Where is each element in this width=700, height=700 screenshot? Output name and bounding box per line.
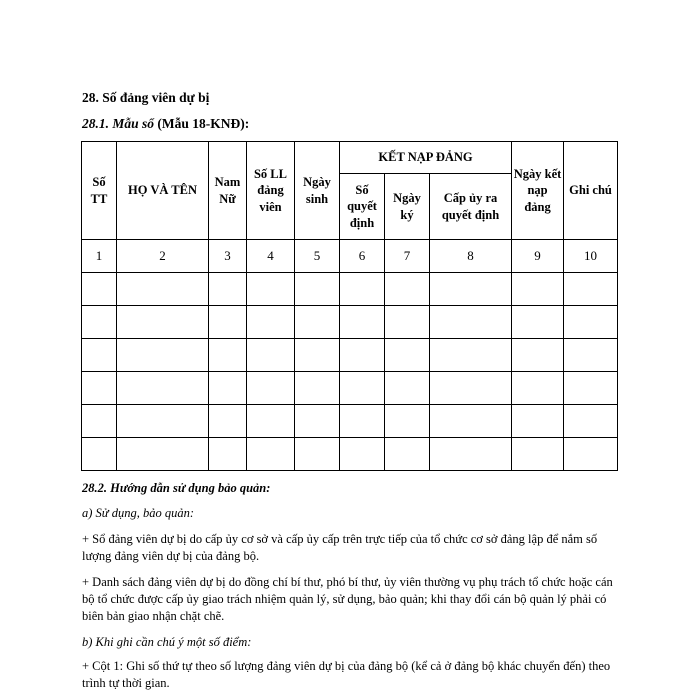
table-cell bbox=[82, 339, 117, 372]
notes-paragraph: + Cột 1: Ghi số thứ tự theo số lượng đảng viên dự bị của đảng bộ (kể cả ở đảng bộ khác chuyển đến) theo trình tự thời gian. bbox=[82, 659, 611, 690]
header-admission-date: Ngày kết nạp đảng bbox=[512, 142, 564, 240]
table-row bbox=[82, 438, 618, 471]
header-name: HỌ VÀ TÊN bbox=[117, 142, 209, 240]
table-cell bbox=[117, 306, 209, 339]
table-cell bbox=[512, 306, 564, 339]
table-cell bbox=[209, 273, 247, 306]
empty-rows bbox=[82, 273, 618, 471]
table-cell bbox=[209, 438, 247, 471]
table-cell bbox=[430, 438, 512, 471]
table-cell bbox=[385, 306, 430, 339]
table-row bbox=[82, 306, 618, 339]
header-admission-group: KẾT NẠP ĐẢNG bbox=[340, 142, 512, 174]
column-number: 5 bbox=[295, 240, 340, 273]
table-row bbox=[82, 405, 618, 438]
table-cell bbox=[512, 273, 564, 306]
usage-title: a) Sử dụng, bảo quản: bbox=[82, 506, 195, 520]
table-cell bbox=[512, 339, 564, 372]
header-row-1 bbox=[82, 142, 618, 174]
table-cell bbox=[340, 405, 385, 438]
usage-paragraph: + Danh sách đảng viên dự bị do đồng chí bí thư, phó bí thư, ủy viên thường vụ phụ trách tổ chức hoặc cán bộ tổ chức được cấp ủy giao trách nhiệm quản lý, sử dụng, bảo quản; khi thay đổi cán bộ quản lý phải có biên bản giao nhận chặt chẽ. bbox=[82, 575, 613, 623]
column-number: 1 bbox=[82, 240, 117, 273]
table-cell bbox=[247, 438, 295, 471]
header-issuer: Cấp ủy ra quyết định bbox=[430, 174, 512, 240]
column-number: 8 bbox=[430, 240, 512, 273]
table-cell bbox=[209, 372, 247, 405]
table-cell bbox=[564, 405, 618, 438]
table-cell bbox=[295, 438, 340, 471]
table-cell bbox=[430, 306, 512, 339]
table-cell bbox=[564, 438, 618, 471]
column-number: 7 bbox=[385, 240, 430, 273]
table-cell bbox=[247, 405, 295, 438]
table-row bbox=[82, 372, 618, 405]
table-cell bbox=[295, 273, 340, 306]
column-number: 10 bbox=[564, 240, 618, 273]
guide-title: 28.2. Hướng dẫn sử dụng bảo quản: bbox=[82, 481, 271, 495]
table-cell bbox=[209, 405, 247, 438]
header-decision-no: Số quyết định bbox=[340, 174, 385, 240]
table-cell bbox=[340, 306, 385, 339]
table-cell bbox=[117, 405, 209, 438]
table-cell bbox=[340, 372, 385, 405]
table-cell bbox=[117, 339, 209, 372]
column-number: 3 bbox=[209, 240, 247, 273]
table-cell bbox=[512, 405, 564, 438]
table-cell bbox=[385, 372, 430, 405]
table-cell bbox=[82, 273, 117, 306]
table-cell bbox=[247, 339, 295, 372]
table-cell bbox=[430, 405, 512, 438]
table-cell bbox=[295, 306, 340, 339]
table-cell bbox=[209, 306, 247, 339]
table-cell bbox=[340, 438, 385, 471]
table-cell bbox=[564, 273, 618, 306]
table-cell bbox=[82, 306, 117, 339]
notes-title: b) Khi ghi cần chú ý một số điểm: bbox=[82, 635, 252, 649]
header-sign-date: Ngày ký bbox=[385, 174, 430, 240]
table-cell bbox=[209, 339, 247, 372]
table-cell bbox=[430, 273, 512, 306]
table-cell bbox=[117, 273, 209, 306]
column-number: 4 bbox=[247, 240, 295, 273]
column-number: 9 bbox=[512, 240, 564, 273]
table-cell bbox=[385, 339, 430, 372]
header-gender: Nam Nữ bbox=[209, 142, 247, 240]
table-cell bbox=[295, 339, 340, 372]
header-notes: Ghi chú bbox=[564, 142, 618, 240]
table-cell bbox=[295, 405, 340, 438]
table-cell bbox=[512, 438, 564, 471]
table-cell bbox=[82, 372, 117, 405]
header-ll-number: Số LL đảng viên bbox=[247, 142, 295, 240]
table-cell bbox=[82, 438, 117, 471]
table-cell bbox=[247, 372, 295, 405]
section-title: 28. Số đảng viên dự bị bbox=[82, 90, 210, 105]
table-cell bbox=[564, 339, 618, 372]
table-cell bbox=[295, 372, 340, 405]
column-number: 2 bbox=[117, 240, 209, 273]
table-cell bbox=[117, 438, 209, 471]
table-cell bbox=[385, 405, 430, 438]
subsection-prefix: 28.1. Mẫu sổ bbox=[82, 116, 155, 131]
table-cell bbox=[564, 372, 618, 405]
subsection-suffix: (Mẫu 18-KNĐ): bbox=[154, 116, 250, 131]
usage-paragraph: + Sổ đảng viên dự bị do cấp ủy cơ sở và cấp ủy cấp trên trực tiếp của tổ chức cơ sở đảng lập để nắm số lượng đảng viên dự bị của đảng bộ. bbox=[82, 532, 598, 563]
table-cell bbox=[340, 273, 385, 306]
table-cell bbox=[117, 372, 209, 405]
table-cell bbox=[512, 372, 564, 405]
table-cell bbox=[340, 339, 385, 372]
table-cell bbox=[385, 273, 430, 306]
table-cell bbox=[82, 405, 117, 438]
column-number: 6 bbox=[340, 240, 385, 273]
table-cell bbox=[247, 273, 295, 306]
header-birth: Ngày sinh bbox=[295, 142, 340, 240]
table-cell bbox=[385, 438, 430, 471]
subsection-title bbox=[82, 116, 249, 132]
table-cell bbox=[430, 339, 512, 372]
table-row bbox=[82, 273, 618, 306]
table-row bbox=[82, 339, 618, 372]
party-member-register-table bbox=[81, 141, 618, 471]
table-cell bbox=[247, 306, 295, 339]
column-number-row bbox=[82, 240, 618, 273]
header-stt: Số TT bbox=[82, 142, 117, 240]
table-cell bbox=[430, 372, 512, 405]
table-cell bbox=[564, 306, 618, 339]
